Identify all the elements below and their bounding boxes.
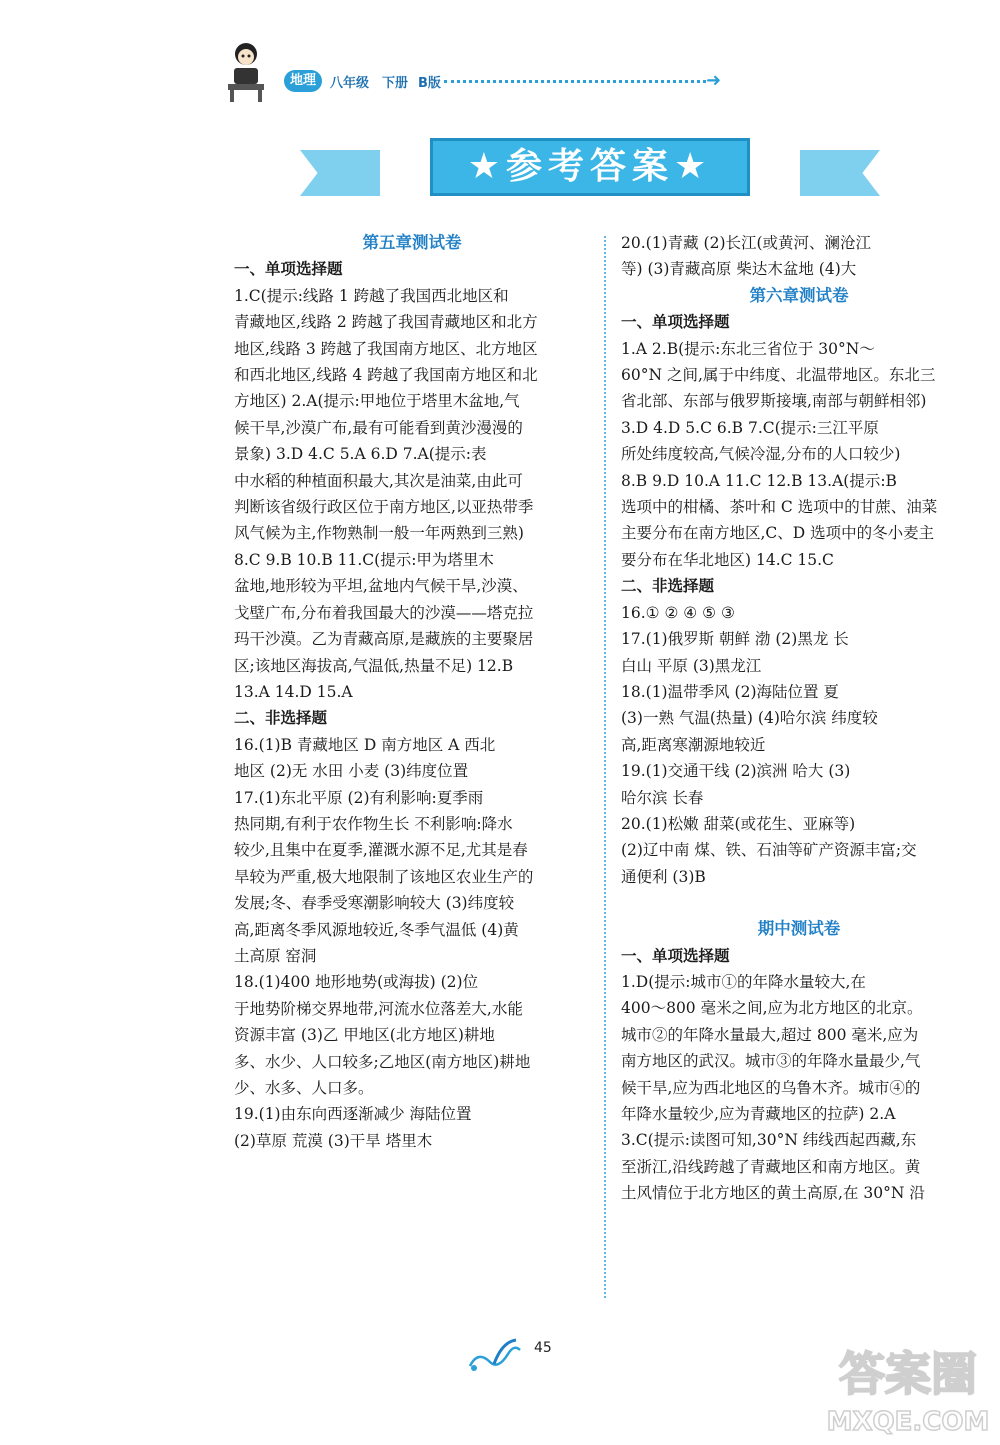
chapter-heading: 第六章测试卷: [749, 285, 849, 305]
section-heading: 二、非选择题: [234, 708, 328, 728]
answer-line: 和西北地区,线路 4 跨越了我国南方地区和北: [234, 366, 538, 385]
answer-line: 1.A 2.B(提示:东北三省位于 30°N～: [621, 339, 875, 358]
answer-line: 地区 (2)无 水田 小麦 (3)纬度位置: [234, 762, 469, 781]
answer-line: 等) (3)青藏高原 柴达木盆地 (4)大: [621, 260, 857, 279]
answer-line: 地区,线路 3 跨越了我国南方地区、北方地区: [234, 339, 538, 358]
answer-line: 省北部、东部与俄罗斯接壤,南部与朝鲜相邻): [621, 392, 927, 411]
answer-line: 要分布在华北地区) 14.C 15.C: [621, 550, 834, 569]
answer-line: 戈壁广布,分布着我国最大的沙漠——塔克拉: [234, 603, 534, 622]
answer-line: 19.(1)交通干线 (2)滨洲 哈大 (3): [621, 762, 851, 781]
chapter-heading: 第五章测试卷: [362, 233, 462, 252]
answer-line: 景象) 3.D 4.C 5.A 6.D 7.A(提示:表: [234, 445, 487, 464]
answer-line: (3)一熟 气温(热量) (4)哈尔滨 纬度较: [621, 709, 878, 728]
section-heading: 一、单项选择题: [621, 312, 730, 332]
answer-line: 玛干沙漠。乙为青藏高原,是藏族的主要聚居: [234, 630, 534, 649]
answer-line: 资源丰富 (3)乙 甲地区(北方地区)耕地: [234, 1026, 495, 1045]
answer-line: 3.C(提示:读图可知,30°N 纬线西起西藏,东: [621, 1131, 917, 1150]
page-number: 45: [534, 1340, 552, 1356]
answer-line: 1.C(提示:线路 1 跨越了我国西北地区和: [234, 286, 509, 305]
answer-line: 少、水多、人口多。: [234, 1079, 374, 1097]
answer-line: 选项中的柑橘、茶叶和 C 选项中的甘蔗、油菜: [621, 498, 938, 517]
ribbon-left-tail: [300, 150, 380, 196]
answer-line: 候干旱,沙漠广布,最有可能看到黄沙漫漫的: [234, 418, 523, 437]
answer-line: 盆地,地形较为平坦,盆地内气候干旱,沙漠、: [234, 577, 528, 596]
answer-line: 17.(1)俄罗斯 朝鲜 渤 (2)黑龙 长: [621, 630, 849, 649]
column-divider: [604, 236, 606, 1298]
answer-line: 于地势阶梯交界地带,河流水位落差大,水能: [234, 999, 523, 1018]
section-heading: 一、单项选择题: [621, 945, 730, 965]
answer-line: 区;该地区海拔高,气温低,热量不足) 12.B: [234, 656, 514, 675]
answer-line: 20.(1)松嫩 甜菜(或花生、亚麻等): [621, 814, 856, 833]
answer-line: 13.A 14.D 15.A: [234, 682, 353, 701]
answer-line: 风气候为主,作物熟制一般一年两熟到三熟): [234, 524, 524, 543]
edition-label: B版: [418, 76, 441, 91]
answer-line: 1.D(提示:城市①的年降水量较大,在: [621, 972, 866, 991]
answer-line: 16.(1)B 青藏地区 D 南方地区 A 西北: [234, 735, 496, 754]
answer-line: 3.D 4.D 5.C 6.B 7.C(提示:三江平原: [621, 418, 879, 437]
volume-label: 下册: [382, 76, 409, 91]
banner-title: ★参考答案★: [430, 138, 750, 196]
arrow-right-icon: ➜: [706, 70, 722, 91]
answer-line: 年降水量较少,应为青藏地区的拉萨) 2.A: [621, 1105, 896, 1123]
answer-line: 白山 平原 (3)黑龙江: [621, 656, 762, 675]
answer-line: 较少,且集中在夏季,灌溉水源不足,尤其是春: [234, 841, 528, 860]
spacer: [621, 890, 977, 916]
answer-line: 18.(1)温带季风 (2)海陆位置 夏: [621, 682, 839, 701]
answer-line: 19.(1)由东向西逐渐减少 海陆位置: [234, 1105, 472, 1124]
chapter-heading: 期中测试卷: [757, 919, 841, 939]
watermark-logo: [820, 1335, 996, 1440]
answer-line: 通便利 (3)B: [621, 867, 706, 886]
answer-line: 方地区) 2.A(提示:甲地位于塔里木盆地,气: [234, 392, 520, 411]
page-header: [222, 40, 782, 110]
answer-line: 400～800 毫米之间,应为北方地区的北京。: [621, 999, 923, 1018]
answer-line: 60°N 之间,属于中纬度、北温带地区。东北三: [621, 366, 936, 385]
answer-line: 热同期,有利于农作物生长 不利影响:降水: [234, 814, 513, 833]
answer-line: 高,距离冬季风源地较近,冬季气温低 (4)黄: [234, 920, 519, 939]
answer-line: 中水稻的种植面积最大,其次是油菜,由此可: [234, 471, 523, 490]
answer-line: 发展;冬、春季受寒潮影响较大 (3)纬度较: [234, 894, 515, 913]
answer-line: (2)辽中南 煤、铁、石油等矿产资源丰富;交: [621, 841, 917, 860]
answer-line: 20.(1)青藏 (2)长江(或黄河、澜沧江: [621, 234, 872, 252]
answer-line: 土风情位于北方地区的黄土高原,在 30°N 沿: [621, 1184, 925, 1203]
answer-line: 判断该省级行政区位于南方地区,以亚热带季: [234, 498, 534, 517]
student-mascot-icon: [222, 40, 270, 104]
answer-line: 南方地区的武汉。城市③的年降水量最少,气: [621, 1052, 921, 1071]
svg-text:答案圈: 答案圈: [839, 1347, 977, 1401]
section-heading: 二、非选择题: [621, 576, 715, 596]
answer-line: 8.C 9.B 10.B 11.C(提示:甲为塔里木: [234, 550, 494, 569]
answer-line: 哈尔滨 长春: [621, 788, 704, 807]
answer-line: 至浙江,沿线跨越了青藏地区和南方地区。黄: [621, 1157, 921, 1176]
answer-line: 8.B 9.D 10.A 11.C 12.B 13.A(提示:B: [621, 471, 897, 490]
answer-line: 多、水少、人口较多;乙地区(南方地区)耕地: [234, 1052, 531, 1071]
right-column: [621, 230, 977, 1207]
answer-line: 所处纬度较高,气候冷湿,分布的人口较少): [621, 445, 901, 464]
answer-line: 主要分布在南方地区,C、D 选项中的冬小麦主: [621, 524, 935, 543]
header-dotted-line: [444, 80, 706, 83]
answer-line: (2)草原 荒漠 (3)干旱 塔里木: [234, 1131, 433, 1150]
answer-line: 土高原 窑洞: [234, 946, 317, 965]
answer-line: 高,距离寒潮源地较近: [621, 735, 766, 754]
subject-badge: 地理: [284, 70, 322, 92]
answer-line: 候干旱,应为西北地区的乌鲁木齐。城市④的: [621, 1078, 921, 1097]
grade-label: 八年级: [330, 76, 370, 91]
answer-line: 17.(1)东北平原 (2)有利影响:夏季雨: [234, 788, 484, 807]
section-heading: 一、单项选择题: [234, 259, 343, 279]
answer-line: 18.(1)400 地形地势(或海拔) (2)位: [234, 973, 479, 992]
svg-text:MXQE.COM: MXQE.COM: [826, 1407, 990, 1437]
answer-line: 16.① ② ④ ⑤ ③: [621, 603, 735, 622]
answer-line: 青藏地区,线路 2 跨越了我国青藏地区和北方: [234, 313, 538, 332]
ribbon-right-tail: [800, 150, 880, 196]
left-column: [234, 230, 590, 1154]
answer-key-banner: [300, 128, 880, 218]
answer-line: 旱较为严重,极大地限制了该地区农业生产的: [234, 867, 534, 886]
swirl-ornament-icon: [464, 1336, 524, 1376]
answer-line: 城市②的年降水量最大,超过 800 毫米,应为: [621, 1025, 919, 1044]
